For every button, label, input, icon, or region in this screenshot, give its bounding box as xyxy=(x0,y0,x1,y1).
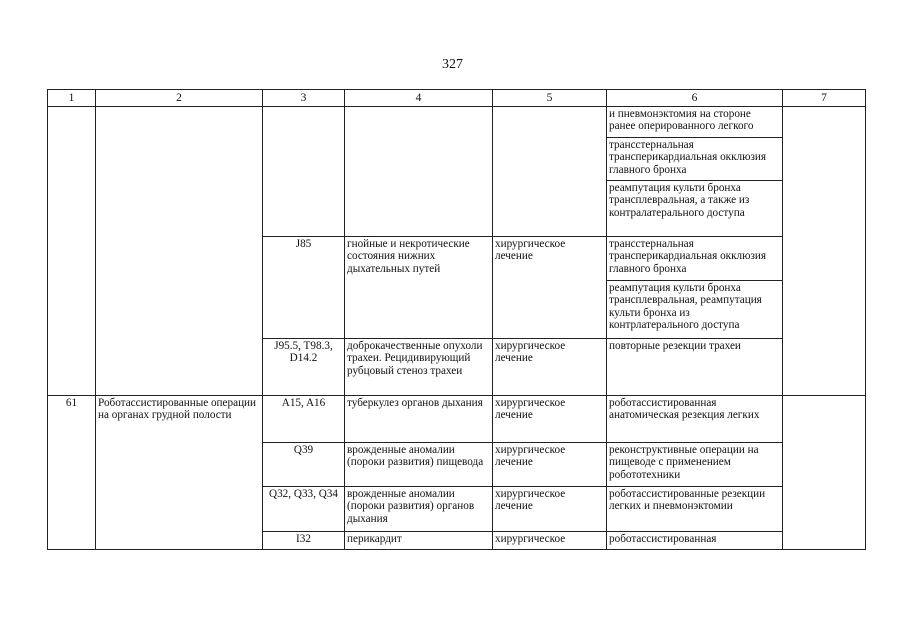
table-header-row xyxy=(48,90,866,107)
col-header-3: 3 xyxy=(263,90,345,107)
cell-treatment-kind xyxy=(493,107,607,237)
cell-number: 61 xyxy=(48,396,96,550)
cell-method: роботассистированная анатомическая резекция легких xyxy=(607,396,783,443)
col-header-5: 5 xyxy=(493,90,607,107)
cell-method: реампутация культи бронха трансплевральная, а также из контралатерального доступа xyxy=(607,181,783,237)
cell-treatment-kind: хирургическое лечение xyxy=(493,339,607,396)
cell-method: и пневмонэктомия на стороне ранее оперированного легкого xyxy=(607,107,783,138)
cell-diagnosis: врожденные аномалии (пороки развития) органов дыхания xyxy=(345,487,493,532)
cell-number xyxy=(48,107,96,396)
cell-icd-code: I32 xyxy=(263,532,345,550)
cell-notes xyxy=(783,107,866,396)
cell-diagnosis: доброкачественные опухоли трахеи. Рецидивирующий рубцовый стеноз трахеи xyxy=(345,339,493,396)
col-header-4: 4 xyxy=(345,90,493,107)
cell-method: трансстернальная трансперикардиальная окклюзия главного бронха xyxy=(607,237,783,281)
cell-diagnosis: туберкулез органов дыхания xyxy=(345,396,493,443)
cell-notes xyxy=(783,396,866,550)
page-number: 327 xyxy=(442,57,463,72)
cell-method: повторные резекции трахеи xyxy=(607,339,783,396)
cell-icd-code: A15, A16 xyxy=(263,396,345,443)
col-header-2: 2 xyxy=(96,90,263,107)
cell-icd-code xyxy=(263,107,345,237)
cell-icd-code: Q39 xyxy=(263,443,345,487)
procedures-table xyxy=(47,89,866,550)
cell-treatment-type xyxy=(96,107,263,396)
cell-treatment-kind: хирургическое лечение xyxy=(493,237,607,339)
cell-diagnosis xyxy=(345,107,493,237)
cell-method: реконструктивные операции на пищеводе с применением робототехники xyxy=(607,443,783,487)
cell-icd-code: J95.5, T98.3, D14.2 xyxy=(263,339,345,396)
cell-diagnosis: перикардит xyxy=(345,532,493,550)
cell-method: реампутация культи бронха трансплевральная, реампутация культи бронха из контрлатерального доступа xyxy=(607,281,783,339)
table-row xyxy=(48,107,866,138)
cell-method: трансстернальная трансперикардиальная окклюзия главного бронха xyxy=(607,138,783,181)
cell-icd-code: Q32, Q33, Q34 xyxy=(263,487,345,532)
table-row xyxy=(48,396,866,443)
col-header-6: 6 xyxy=(607,90,783,107)
cell-treatment-type: Роботассистированные операции на органах грудной полости xyxy=(96,396,263,550)
cell-diagnosis: врожденные аномалии (пороки развития) пищевода xyxy=(345,443,493,487)
col-header-7: 7 xyxy=(783,90,866,107)
cell-treatment-kind: хирургическое лечение xyxy=(493,443,607,487)
cell-diagnosis: гнойные и некротические состояния нижних дыхательных путей xyxy=(345,237,493,339)
cell-method: роботассистированные резекции легких и пневмонэктомии xyxy=(607,487,783,532)
cell-treatment-kind: хирургическое лечение xyxy=(493,487,607,532)
cell-method: роботассистированная xyxy=(607,532,783,550)
cell-treatment-kind: хирургическое лечение xyxy=(493,396,607,443)
cell-icd-code: J85 xyxy=(263,237,345,339)
col-header-1: 1 xyxy=(48,90,96,107)
cell-treatment-kind: хирургическое xyxy=(493,532,607,550)
